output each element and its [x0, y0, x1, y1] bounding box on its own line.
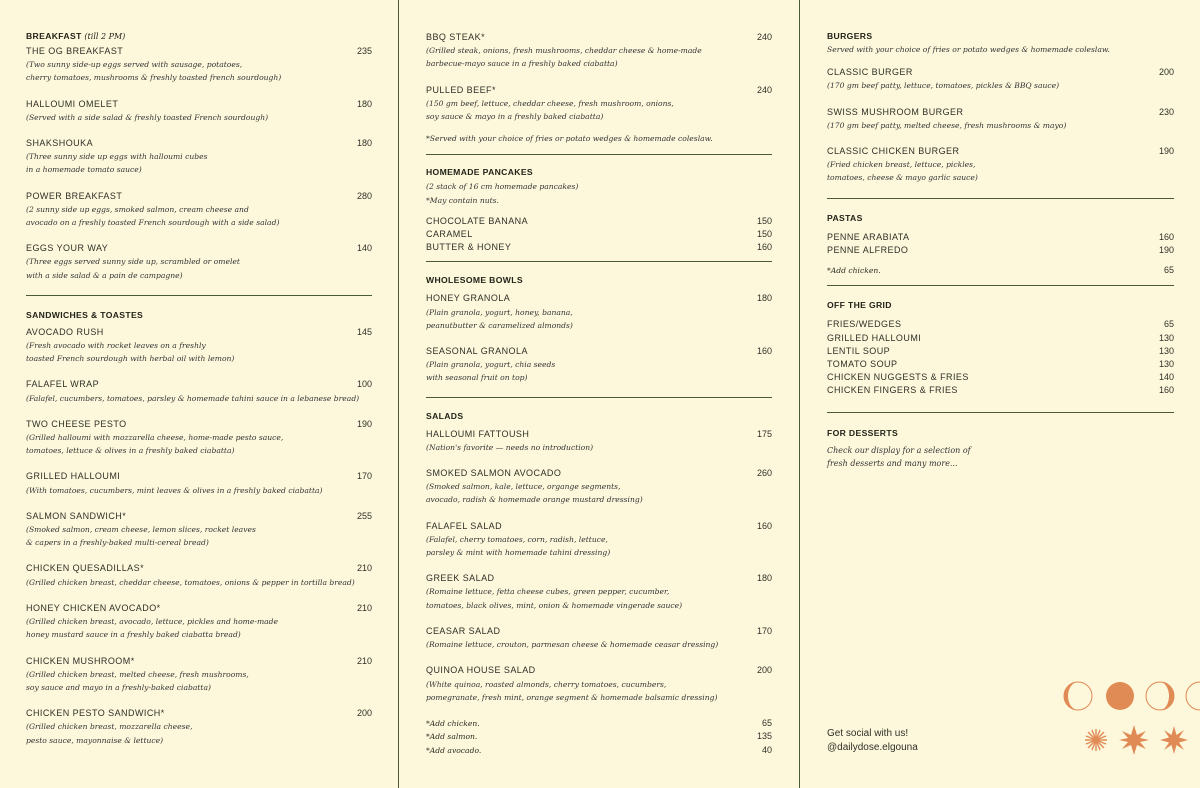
- menu-item-price: 170: [756, 625, 772, 636]
- addon-price: 135: [756, 731, 772, 742]
- menu-item-row: [827, 318, 1174, 331]
- menu-item-price: 175: [756, 428, 772, 439]
- menu-item-price: 180: [756, 573, 772, 584]
- menu-column-left: [0, 0, 399, 788]
- menu-item-the-og-breakfast: [26, 45, 372, 85]
- section-title-burgers: BURGERS: [827, 31, 873, 41]
- menu-item-description: (Plain granola, yogurt, chia seeds with seasonal fruit on top): [426, 360, 556, 383]
- menu-item-name: HALLOUMI OMELET: [26, 98, 119, 109]
- menu-item-name: CEASAR SALAD: [426, 625, 501, 636]
- menu-item-price: 145: [356, 326, 372, 337]
- menu-item-name: CHICKEN NUGGESTS & FRIES: [827, 372, 969, 383]
- menu-item-falafel-salad: [426, 520, 772, 560]
- menu-item-honey-granola: [426, 292, 772, 332]
- menu-item-price: 160: [756, 520, 772, 531]
- menu-item-description: (Grilled chicken breast, melted cheese, fresh mushrooms, soy sauce and mayo in a freshly-baked ciabatta): [26, 669, 249, 692]
- menu-item-description: (Grilled halloumi with mozzarella cheese, home-made pesto sauce, tomatoes, lettuce & olives in a freshly baked ciabatta): [26, 433, 284, 456]
- menu-item-row: [26, 190, 372, 203]
- menu-item-description: (Two sunny side-up eggs served with sausage, potatoes, cherry tomatoes, mushrooms & freshly toasted french sourdough): [26, 60, 282, 83]
- menu-item-description: (Grilled chicken breast, cheddar cheese, tomatoes, onions & pepper in tortilla bread): [26, 577, 355, 587]
- menu-item-row: [26, 707, 372, 720]
- section-title-sandwiches: SANDWICHES & TOASTES: [26, 309, 144, 320]
- menu-item-price: 180: [756, 293, 772, 304]
- salad-addons: [426, 717, 772, 757]
- moon-phase-icon: [1186, 682, 1200, 710]
- menu-item-seasonal-granola: [426, 345, 772, 385]
- section-title-breakfast: BREAKFAST (till 2 PM): [26, 31, 126, 41]
- menu-item-name: HALLOUMI FATTOUSH: [426, 428, 530, 439]
- menu-item-name: TWO CHEESE PESTO: [26, 418, 127, 429]
- salad-list: [426, 428, 772, 704]
- menu-item-row: [827, 66, 1174, 79]
- menu-item-description: (Fried chicken breast, lettuce, pickles, tomatoes, cheese & mayo garlic sauce): [827, 160, 978, 183]
- menu-item-fries-wedges: [827, 318, 1174, 331]
- menu-item-price: 200: [356, 708, 372, 719]
- menu-item-chicken-nuggests-fries: [827, 371, 1174, 384]
- menu-item-name: PENNE ARABIATA: [827, 231, 910, 242]
- menu-item-price: 160: [1158, 385, 1174, 396]
- addon-add-salmon: [426, 730, 772, 743]
- sun-burst-icon: [1119, 725, 1149, 755]
- menu-item-smoked-salmon-avocado: [426, 467, 772, 507]
- menu-item-chocolate-banana: [426, 215, 772, 228]
- menu-item-row: [26, 602, 372, 615]
- menu-item-description: (Grilled chicken breast, avocado, lettuce, pickles and home-made honey mustard sauce in a freshly baked ciabatta bread): [26, 617, 279, 640]
- menu-item-name: GRILLED HALLOUMI: [827, 332, 922, 343]
- addon-add-avocado: [426, 744, 772, 757]
- menu-item-row: [426, 664, 772, 677]
- menu-item-description: (170 gm beef patty, lettuce, tomatoes, pickles & BBQ sauce): [827, 81, 1060, 91]
- menu-item-name: SWISS MUSHROOM BURGER: [827, 106, 964, 117]
- desserts-text: Check our display for a selection of fresh desserts and many more...: [827, 445, 971, 469]
- burger-list: [827, 66, 1174, 184]
- menu-item-butter-honey: [426, 241, 772, 254]
- menu-item-lentil-soup: [827, 345, 1174, 358]
- menu-item-honey-chicken-avocado: [26, 602, 372, 642]
- sandwich-continued-list: [426, 31, 772, 123]
- menu-item-ceasar-salad: [426, 625, 772, 651]
- menu-column-middle: [399, 0, 800, 788]
- pancakes-subtitle: (2 stack of 16 cm homemade pancakes) *May contain nuts.: [426, 182, 579, 205]
- menu-item-greek-salad: [426, 572, 772, 612]
- menu-item-description: (Smoked salmon, kale, lettuce, organge segments, avocado, radish & homemade orange mustard dressing): [426, 482, 643, 505]
- menu-item-description: (150 gm beef, lettuce, cheddar cheese, fresh mushroom, onions, soy sauce & mayo in a freshly baked ciabatta): [426, 98, 674, 122]
- menu-item-description: (2 sunny side up eggs, smoked salmon, cream cheese and avocado on a freshly toasted French sourdough with a side salad): [26, 204, 280, 228]
- menu-item-row: [26, 470, 372, 483]
- menu-item-price: 280: [356, 190, 372, 201]
- menu-item-price: 190: [1158, 146, 1174, 157]
- menu-item-row: [827, 358, 1174, 371]
- sun-burst-icon: [1085, 729, 1107, 751]
- menu-item-row: [426, 228, 772, 241]
- menu-item-price: 130: [1158, 332, 1174, 343]
- menu-item-row: [26, 418, 372, 431]
- menu-item-description: (Smoked salmon, cream cheese, lemon slices, rocket leaves & capers in a freshly-baked multi-cereal bread): [26, 525, 256, 548]
- menu-item-description: (Plain granola, yogurt, honey, banana, peanutbutter & caramelized almonds): [426, 307, 573, 330]
- menu-item-description: (170 gm beef patty, melted cheese, fresh mushrooms & mayo): [827, 120, 1067, 130]
- menu-item-description: (Three sunny side up eggs with halloumi cubes in a homemade tomato sauce): [26, 152, 208, 175]
- menu-item-row: [26, 655, 372, 668]
- menu-item-price: 180: [356, 138, 372, 149]
- menu-item-name: PENNE ALFREDO: [827, 244, 909, 255]
- menu-item-name: CHICKEN PESTO SANDWICH*: [26, 708, 165, 719]
- menu-item-row: [426, 467, 772, 480]
- menu-item-row: [827, 345, 1174, 358]
- menu-item-row: [26, 137, 372, 150]
- menu-item-name: TOMATO SOUP: [827, 359, 898, 370]
- sandwich-footnote: *Served with your choice of fries or potato wedges & homemade coleslaw.: [426, 134, 713, 144]
- menu-item-price: 160: [1158, 231, 1174, 242]
- section-title-off-the-grid: OFF THE GRID: [827, 300, 892, 311]
- moon-phase-icon: [1064, 682, 1092, 710]
- menu-item-description: (Romaine lettuce, crouton, parmesan cheese & homemade ceasar dressing): [426, 640, 719, 650]
- menu-item-halloumi-fattoush: [426, 428, 772, 454]
- menu-item-name: BUTTER & HONEY: [426, 242, 512, 253]
- section-title-pastas: PASTAS: [827, 212, 863, 223]
- menu-item-chicken-fingers-fries: [827, 384, 1174, 397]
- section-title-pancakes: HOMEMADE PANCAKES: [426, 167, 534, 178]
- menu-item-row: [26, 510, 372, 523]
- menu-item-name: BBQ STEAK*: [426, 32, 486, 42]
- menu-item-name: CARAMEL: [426, 229, 473, 240]
- menu-item-price: 140: [356, 243, 372, 254]
- menu-item-row: [827, 244, 1174, 257]
- menu-item-price: 210: [356, 655, 372, 666]
- menu-column-right: [800, 0, 1200, 788]
- menu-item-name: HONEY GRANOLA: [426, 293, 511, 304]
- addon-name: *Add salmon.: [426, 732, 478, 742]
- menu-item-row: [426, 215, 772, 228]
- menu-item-row: [26, 45, 372, 58]
- menu-item-halloumi-omelet: [26, 98, 372, 124]
- menu-item-name: GRILLED HALLOUMI: [26, 471, 121, 482]
- menu-item-row: [26, 326, 372, 339]
- menu-item-description: (Grilled chicken breast, mozzarella cheese, pesto sauce, mayonnaise & lettuce): [26, 722, 193, 745]
- menu-item-description: (Three eggs served sunny side up, scrambled or omelet with a side salad & a pain de campagne): [26, 257, 240, 280]
- menu-item-row: [426, 572, 772, 585]
- menu-item-price: 210: [356, 602, 372, 613]
- menu-item-price: 160: [756, 242, 772, 253]
- menu-item-name: CHICKEN MUSHROOM*: [26, 655, 135, 666]
- menu-item-name: CHICKEN FINGERS & FRIES: [827, 385, 958, 396]
- menu-item-name: CLASSIC BURGER: [827, 67, 913, 78]
- menu-item-name: SHAKSHOUKA: [26, 138, 94, 149]
- social-heading: Get social with us!: [827, 728, 909, 739]
- menu-item-name: QUINOA HOUSE SALAD: [426, 665, 536, 676]
- pasta-list: [827, 231, 1174, 257]
- menu-item-name: FALAFEL WRAP: [26, 379, 100, 390]
- menu-item-price: 100: [356, 379, 372, 390]
- menu-item-name: CLASSIC CHICKEN BURGER: [827, 146, 960, 157]
- menu-item-name: FRIES/WEDGES: [827, 319, 902, 330]
- social-handle[interactable]: @dailydose.elgouna: [827, 742, 918, 753]
- section-title-salads: SALADS: [426, 410, 464, 421]
- menu-item-penne-arabiata: [827, 231, 1174, 244]
- menu-item-classic-chicken-burger: [827, 145, 1174, 185]
- menu-item-name: THE OG BREAKFAST: [26, 46, 124, 56]
- menu-item-salmon-sandwich: [26, 510, 372, 550]
- menu-item-row: [827, 384, 1174, 397]
- menu-item-price: 130: [1158, 359, 1174, 370]
- menu-item-price: 140: [1158, 372, 1174, 383]
- menu-item-eggs-your-way: [26, 242, 372, 282]
- pancake-list: [426, 215, 772, 255]
- pasta-addon: *Add chicken. 65: [827, 265, 1174, 276]
- menu-item-price: 130: [1158, 345, 1174, 356]
- menu-item-row: [827, 371, 1174, 384]
- menu-item-description: (Served with a side salad & freshly toasted French sourdough): [26, 112, 269, 122]
- menu-item-swiss-mushroom-burger: [827, 106, 1174, 132]
- menu-item-falafel-wrap: [26, 378, 372, 404]
- sandwich-list: [26, 326, 372, 747]
- menu-item-row: [26, 562, 372, 575]
- menu-item-name: SMOKED SALMON AVOCADO: [426, 468, 562, 479]
- menu-item-price: 180: [356, 98, 372, 109]
- menu-item-power-breakfast: [26, 190, 372, 230]
- menu-item-price: 210: [356, 563, 372, 574]
- menu-item-price: 170: [356, 471, 372, 482]
- menu-item-price: 160: [756, 346, 772, 357]
- menu-item-price: 190: [356, 418, 372, 429]
- menu-item-row: [827, 106, 1174, 119]
- menu-item-row: [426, 31, 772, 44]
- menu-item-name: FALAFEL SALAD: [426, 520, 503, 531]
- menu-item-price: 150: [756, 215, 772, 226]
- menu-item-description: (Romaine lettuce, fetta cheese cubes, green pepper, cucumber, tomatoes, black olives, mint, onion & homemade vingerade sauce): [426, 587, 683, 610]
- menu-item-price: 240: [756, 84, 772, 95]
- menu-item-row: [26, 98, 372, 111]
- menu-item-row: [426, 428, 772, 441]
- menu-item-row: [827, 231, 1174, 244]
- menu-item-name: AVOCADO RUSH: [26, 326, 104, 337]
- menu-item-row: [426, 345, 772, 358]
- breakfast-list: [26, 45, 372, 282]
- addon-price: 65: [761, 717, 772, 728]
- moon-phase-icon: [1146, 682, 1174, 710]
- menu-item-two-cheese-pesto: [26, 418, 372, 458]
- off-the-grid-list: [827, 318, 1174, 397]
- sun-burst-icon: [1160, 726, 1188, 754]
- menu-item-price: 65: [1163, 319, 1174, 330]
- menu-item-price: 260: [756, 468, 772, 479]
- menu-item-price: 190: [1158, 244, 1174, 255]
- menu-item-quinoa-house-salad: [426, 664, 772, 704]
- menu-item-row: [827, 145, 1174, 158]
- addon-price: 40: [761, 744, 772, 755]
- menu-item-row: [26, 378, 372, 391]
- menu-item-name: PULLED BEEF*: [426, 84, 496, 95]
- menu-item-price: 240: [756, 32, 772, 42]
- menu-item-name: GREEK SALAD: [426, 573, 495, 584]
- menu-item-row: [827, 332, 1174, 345]
- menu-item-price: 230: [1158, 106, 1174, 117]
- section-title-bowls: WHOLESOME BOWLS: [426, 275, 523, 286]
- addon-add-chicken: [426, 717, 772, 730]
- menu-item-price: 235: [356, 46, 372, 56]
- addon-name: *Add chicken.: [426, 718, 480, 728]
- menu-item-price: 150: [756, 229, 772, 240]
- social-block: [827, 727, 918, 755]
- menu-item-row: [426, 520, 772, 533]
- menu-item-chicken-quesadillas: [26, 562, 372, 588]
- menu-item-row: [426, 625, 772, 638]
- bowl-list: [426, 292, 772, 384]
- menu-item-description: (White quinoa, roasted almonds, cherry tomatoes, cucumbers, pomegranate, fresh mint, orange segment & homemade balsamic dressing): [426, 679, 718, 702]
- menu-item-name: HONEY CHICKEN AVOCADO*: [26, 602, 161, 613]
- menu-item-description: (Fresh avocado with rocket leaves on a freshly toasted French sourdough with herbal oil with lemon): [26, 341, 235, 364]
- menu-item-row: [426, 292, 772, 305]
- decorative-illustration: [1058, 678, 1200, 788]
- burgers-subtitle: Served with your choice of fries or potato wedges & homemade coleslaw.: [827, 45, 1110, 54]
- addon-name: *Add avocado.: [426, 745, 482, 755]
- menu-item-bbq-steak: [426, 31, 772, 71]
- menu-item-description: (With tomatoes, cucumbers, mint leaves & olives in a freshly baked ciabatta): [26, 485, 323, 495]
- menu-item-description: (Falafel, cherry tomatoes, corn, radish, lettuce, parsley & mint with homemade tahini dressing): [426, 534, 611, 558]
- menu-item-row: [426, 241, 772, 254]
- menu-item-price: 200: [756, 665, 772, 676]
- menu-item-classic-burger: [827, 66, 1174, 92]
- menu-item-grilled-halloumi: [26, 470, 372, 496]
- menu-item-row: [26, 242, 372, 255]
- moon-phase-icon: [1106, 682, 1134, 710]
- menu-item-name: CHOCOLATE BANANA: [426, 215, 529, 226]
- menu-item-price: 200: [1158, 67, 1174, 78]
- menu-item-name: LENTIL SOUP: [827, 345, 891, 356]
- menu-item-name: EGGS YOUR WAY: [26, 243, 109, 254]
- menu-item-penne-alfredo: [827, 244, 1174, 257]
- menu-item-chicken-mushroom: [26, 655, 372, 695]
- menu-item-chicken-pesto-sandwich: [26, 707, 372, 747]
- menu-item-avocado-rush: [26, 326, 372, 366]
- menu-item-name: SALMON SANDWICH*: [26, 510, 127, 521]
- menu-item-price: 255: [356, 510, 372, 521]
- menu-item-description: (Nation's favorite — needs no introduction): [426, 442, 594, 452]
- menu-item-name: POWER BREAKFAST: [26, 190, 123, 201]
- menu-item-name: CHICKEN QUESADILLAS*: [26, 563, 145, 574]
- menu-item-description: (Falafel, cucumbers, tomatoes, parsley & homemade tahini sauce in a lebanese bread): [26, 393, 360, 403]
- menu-item-tomato-soup: [827, 358, 1174, 371]
- menu-item-name: SEASONAL GRANOLA: [426, 346, 528, 357]
- menu-item-grilled-halloumi: [827, 332, 1174, 345]
- menu-item-caramel: [426, 228, 772, 241]
- section-title-desserts: FOR DESSERTS: [827, 427, 899, 438]
- menu-item-pulled-beef: [426, 84, 772, 124]
- menu-item-description: (Grilled steak, onions, fresh mushrooms, cheddar cheese & home-made barbecue-mayo sauce in a freshly baked ciabatta): [426, 46, 702, 69]
- menu-item-row: [426, 84, 772, 97]
- menu-item-shakshouka: [26, 137, 372, 177]
